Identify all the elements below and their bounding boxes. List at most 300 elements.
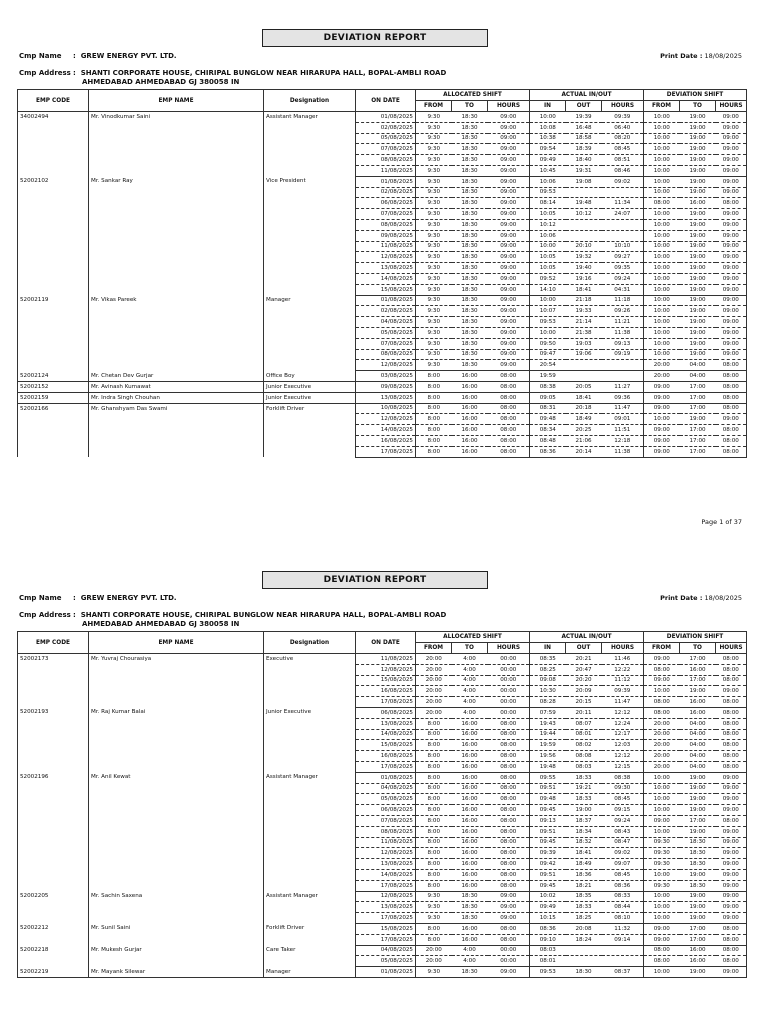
actual-out-cell: 20:15 [566,697,602,708]
header-from: FROM [644,643,680,654]
alloc-from-cell: 8:00 [416,934,452,945]
alloc-from-cell: 8:00 [416,425,452,436]
emp-name-cell: Mr. Anil Kewat [89,772,264,891]
alloc-from-cell: 9:30 [416,176,452,187]
designation-cell: Assistant Manager [264,772,356,891]
alloc-to-cell: 16:00 [452,392,488,403]
header-hours: HOURS [716,643,747,654]
emp-name-cell: Mr. Sankar Ray [89,176,264,295]
alloc-to-cell: 16:00 [452,772,488,783]
dev-from-cell: 10:00 [644,284,680,295]
alloc-hours-cell: 08:00 [488,923,530,934]
alloc-to-cell: 16:00 [452,414,488,425]
alloc-to-cell: 16:00 [452,783,488,794]
alloc-to-cell: 16:00 [452,381,488,392]
dev-from-cell: 10:00 [644,187,680,198]
alloc-to-cell: 18:30 [452,155,488,166]
dev-from-cell: 10:00 [644,112,680,123]
emp-code-cell: 52002212 [18,923,89,945]
address-line1: : SHANTI CORPORATE HOUSE, CHIRIPAL BUNGLOW NEAR HIRARUPA HALL, BOPAL-AMBLI ROAD [73,611,447,619]
alloc-hours-cell: 00:00 [488,956,530,967]
actual-hours-cell: 08:51 [602,155,644,166]
actual-hours-cell: 06:40 [602,122,644,133]
actual-in-cell: 09:53 [530,317,566,328]
actual-hours-cell: 09:35 [602,263,644,274]
header-hours: HOURS [602,101,644,112]
actual-in-cell: 09:10 [530,934,566,945]
alloc-from-cell: 9:30 [416,144,452,155]
actual-in-cell: 19:59 [530,740,566,751]
dev-to-cell: 19:00 [680,230,716,241]
dev-from-cell: 08:00 [644,945,680,956]
dev-hours-cell: 08:00 [716,664,747,675]
actual-in-cell: 09:05 [530,392,566,403]
dev-to-cell: 16:00 [680,707,716,718]
alloc-from-cell: 20:00 [416,664,452,675]
alloc-hours-cell: 08:00 [488,837,530,848]
deviation-table [17,631,747,978]
actual-hours-cell: 12:22 [602,664,644,675]
dev-to-cell: 19:00 [680,263,716,274]
emp-name-cell: Mr. Vinodkumar Saini [89,112,264,177]
actual-in-cell: 10:15 [530,913,566,924]
dev-from-cell: 10:00 [644,209,680,220]
alloc-from-cell: 9:30 [416,165,452,176]
on-date-cell: 17/08/2025 [356,697,416,708]
actual-out-cell: 18:40 [566,155,602,166]
dev-from-cell: 10:00 [644,794,680,805]
emp-code-cell: 52002166 [18,403,89,457]
on-date-cell: 06/08/2025 [356,805,416,816]
actual-in-cell: 09:52 [530,273,566,284]
emp-name-cell: Mr. Mukesh Gurjar [89,945,264,967]
alloc-hours-cell: 00:00 [488,945,530,956]
actual-hours-cell: 08:45 [602,869,644,880]
dev-to-cell: 17:00 [680,934,716,945]
table-row [18,654,747,665]
dev-to-cell: 16:00 [680,697,716,708]
alloc-hours-cell: 08:00 [488,392,530,403]
actual-out-cell: 18:33 [566,794,602,805]
dev-to-cell: 19:00 [680,772,716,783]
actual-in-cell: 19:59 [530,371,566,382]
dev-from-cell: 10:00 [644,144,680,155]
actual-out-cell: 08:02 [566,740,602,751]
alloc-to-cell: 18:30 [452,327,488,338]
dev-from-cell: 20:00 [644,718,680,729]
dev-hours-cell: 09:00 [716,219,747,230]
dev-hours-cell: 09:00 [716,263,747,274]
actual-out-cell: 18:25 [566,913,602,924]
actual-hours-cell: 09:15 [602,805,644,816]
header-out: OUT [566,643,602,654]
dev-from-cell: 10:00 [644,241,680,252]
dev-hours-cell: 08:00 [716,707,747,718]
emp-code-cell: 52002196 [18,772,89,891]
alloc-to-cell: 4:00 [452,956,488,967]
alloc-from-cell: 8:00 [416,751,452,762]
dev-to-cell: 19:00 [680,913,716,924]
on-date-cell: 14/08/2025 [356,273,416,284]
alloc-to-cell: 4:00 [452,686,488,697]
on-date-cell: 15/08/2025 [356,284,416,295]
alloc-to-cell: 16:00 [452,435,488,446]
alloc-to-cell: 18:30 [452,144,488,155]
alloc-to-cell: 18:30 [452,176,488,187]
actual-hours-cell: 10:10 [602,241,644,252]
dev-to-cell: 19:00 [680,133,716,144]
dev-to-cell: 19:00 [680,155,716,166]
alloc-hours-cell: 09:00 [488,349,530,360]
designation-cell: Executive [264,654,356,708]
alloc-hours-cell: 09:00 [488,360,530,371]
dev-from-cell: 10:00 [644,902,680,913]
actual-out-cell: 21:38 [566,327,602,338]
designation-cell: Manager [264,967,356,978]
actual-out-cell: 18:32 [566,837,602,848]
dev-hours-cell: 08:00 [716,761,747,772]
report-title: DEVIATION REPORT [262,571,488,589]
alloc-to-cell: 18:30 [452,241,488,252]
dev-hours-cell: 09:00 [716,848,747,859]
actual-out-cell: 18:58 [566,133,602,144]
dev-from-cell: 20:00 [644,360,680,371]
alloc-from-cell: 9:30 [416,891,452,902]
alloc-to-cell: 4:00 [452,707,488,718]
alloc-hours-cell: 08:00 [488,859,530,870]
dev-from-cell: 08:00 [644,707,680,718]
dev-hours-cell: 09:00 [716,902,747,913]
actual-in-cell: 09:51 [530,869,566,880]
alloc-hours-cell: 09:00 [488,198,530,209]
emp-name-cell: Mr. Sachin Saxena [89,891,264,923]
dev-hours-cell: 08:00 [716,675,747,686]
alloc-to-cell: 4:00 [452,697,488,708]
dev-from-cell: 10:00 [644,338,680,349]
alloc-hours-cell: 08:00 [488,729,530,740]
alloc-to-cell: 18:30 [452,360,488,371]
actual-hours-cell: 08:10 [602,913,644,924]
dev-hours-cell: 09:00 [716,252,747,263]
alloc-hours-cell: 09:00 [488,273,530,284]
alloc-from-cell: 9:30 [416,112,452,123]
alloc-hours-cell: 09:00 [488,295,530,306]
alloc-from-cell: 8:00 [416,869,452,880]
actual-hours-cell: 11:34 [602,198,644,209]
alloc-hours-cell: 09:00 [488,155,530,166]
actual-hours-cell: 08:45 [602,794,644,805]
dev-from-cell: 09:00 [644,435,680,446]
actual-out-cell: 18:33 [566,772,602,783]
dev-to-cell: 19:00 [680,209,716,220]
alloc-to-cell: 18:30 [452,252,488,263]
dev-to-cell: 17:00 [680,392,716,403]
dev-hours-cell: 09:00 [716,772,747,783]
actual-hours-cell: 11:51 [602,425,644,436]
dev-from-cell: 10:00 [644,252,680,263]
alloc-to-cell: 4:00 [452,654,488,665]
on-date-cell: 06/08/2025 [356,198,416,209]
on-date-cell: 07/08/2025 [356,815,416,826]
actual-hours-cell: 09:39 [602,686,644,697]
alloc-to-cell: 16:00 [452,869,488,880]
actual-out-cell [566,956,602,967]
actual-out-cell: 21:18 [566,295,602,306]
alloc-to-cell: 16:00 [452,761,488,772]
dev-to-cell: 19:00 [680,794,716,805]
designation-cell: Forklift Driver [264,923,356,945]
dev-hours-cell: 09:00 [716,209,747,220]
actual-hours-cell: 09:13 [602,338,644,349]
actual-in-cell: 09:54 [530,144,566,155]
header-emp-code: EMP CODE [18,632,89,654]
actual-hours-cell: 12:17 [602,729,644,740]
actual-hours-cell: 11:12 [602,675,644,686]
dev-to-cell: 16:00 [680,956,716,967]
actual-in-cell: 10:38 [530,133,566,144]
actual-hours-cell: 09:07 [602,859,644,870]
alloc-hours-cell: 08:00 [488,403,530,414]
alloc-hours-cell: 09:00 [488,122,530,133]
dev-to-cell: 19:00 [680,306,716,317]
alloc-from-cell: 9:30 [416,219,452,230]
actual-out-cell: 18:21 [566,880,602,891]
dev-from-cell: 10:00 [644,686,680,697]
header-designation: Designation [264,90,356,112]
dev-from-cell: 10:00 [644,826,680,837]
alloc-hours-cell: 09:00 [488,219,530,230]
dev-hours-cell: 09:00 [716,155,747,166]
on-date-cell: 01/08/2025 [356,112,416,123]
actual-in-cell: 08:14 [530,198,566,209]
dev-from-cell: 10:00 [644,155,680,166]
actual-in-cell: 07:59 [530,707,566,718]
actual-in-cell: 10:45 [530,165,566,176]
designation-cell: Junior Executive [264,707,356,772]
actual-hours-cell: 11:47 [602,697,644,708]
on-date-cell: 08/08/2025 [356,349,416,360]
actual-out-cell: 20:11 [566,707,602,718]
on-date-cell: 12/08/2025 [356,252,416,263]
alloc-from-cell: 8:00 [416,880,452,891]
on-date-cell: 11/08/2025 [356,241,416,252]
actual-out-cell: 20:25 [566,425,602,436]
actual-hours-cell: 09:14 [602,934,644,945]
actual-in-cell: 09:51 [530,783,566,794]
dev-to-cell: 18:30 [680,880,716,891]
header-from: FROM [416,101,452,112]
address-line2: AHMEDABAD AHMEDABAD GJ 380058 IN [82,78,240,86]
alloc-hours-cell: 08:00 [488,435,530,446]
designation-cell: Vice President [264,176,356,295]
dev-hours-cell: 09:00 [716,349,747,360]
dev-from-cell: 09:00 [644,815,680,826]
actual-hours-cell: 08:44 [602,902,644,913]
alloc-to-cell: 16:00 [452,740,488,751]
dev-to-cell: 19:00 [680,176,716,187]
actual-hours-cell: 09:01 [602,414,644,425]
alloc-from-cell: 9:30 [416,338,452,349]
alloc-hours-cell: 08:00 [488,869,530,880]
alloc-hours-cell: 08:00 [488,805,530,816]
dev-to-cell: 17:00 [680,923,716,934]
alloc-from-cell: 8:00 [416,783,452,794]
dev-from-cell: 10:00 [644,317,680,328]
dev-from-cell: 09:00 [644,934,680,945]
alloc-to-cell: 16:00 [452,859,488,870]
dev-from-cell: 10:00 [644,176,680,187]
actual-out-cell: 18:30 [566,967,602,978]
actual-in-cell: 14:10 [530,284,566,295]
alloc-hours-cell: 08:00 [488,815,530,826]
dev-to-cell: 19:00 [680,902,716,913]
header-to: TO [452,101,488,112]
dev-to-cell: 17:00 [680,446,716,457]
alloc-hours-cell: 09:00 [488,144,530,155]
dev-hours-cell: 09:00 [716,306,747,317]
alloc-hours-cell: 09:00 [488,284,530,295]
on-date-cell: 11/08/2025 [356,165,416,176]
alloc-from-cell: 9:30 [416,349,452,360]
emp-name-cell: Mr. Yuvraj Chourasiya [89,654,264,708]
alloc-hours-cell: 09:00 [488,913,530,924]
designation-cell: Care Taker [264,945,356,967]
emp-code-cell: 52002159 [18,392,89,403]
dev-from-cell: 10:00 [644,913,680,924]
alloc-to-cell: 16:00 [452,751,488,762]
actual-out-cell: 20:08 [566,923,602,934]
on-date-cell: 16/08/2025 [356,435,416,446]
dev-to-cell: 17:00 [680,815,716,826]
actual-out-cell: 20:10 [566,241,602,252]
actual-hours-cell: 12:12 [602,707,644,718]
emp-code-cell: 52002205 [18,891,89,923]
actual-out-cell: 18:34 [566,826,602,837]
dev-from-cell: 20:00 [644,729,680,740]
actual-out-cell: 19:16 [566,273,602,284]
alloc-hours-cell: 09:00 [488,252,530,263]
alloc-from-cell: 9:30 [416,967,452,978]
on-date-cell: 01/08/2025 [356,967,416,978]
header-actual-in-out: ACTUAL IN/OUT [530,632,644,643]
dev-to-cell: 19:00 [680,414,716,425]
alloc-to-cell: 4:00 [452,664,488,675]
actual-in-cell: 09:45 [530,805,566,816]
dev-to-cell: 17:00 [680,381,716,392]
alloc-hours-cell: 09:00 [488,327,530,338]
emp-code-cell: 52002193 [18,707,89,772]
actual-in-cell: 09:55 [530,772,566,783]
header-to: TO [452,643,488,654]
alloc-from-cell: 8:00 [416,392,452,403]
actual-out-cell: 20:05 [566,381,602,392]
actual-out-cell: 18:41 [566,848,602,859]
dev-hours-cell: 08:00 [716,654,747,665]
dev-from-cell: 09:30 [644,837,680,848]
dev-from-cell: 09:00 [644,403,680,414]
alloc-hours-cell: 09:00 [488,306,530,317]
actual-hours-cell [602,945,644,956]
header-hours: HOURS [602,643,644,654]
actual-out-cell: 18:41 [566,284,602,295]
on-date-cell: 01/08/2025 [356,176,416,187]
dev-from-cell: 10:00 [644,414,680,425]
address-line1: : SHANTI CORPORATE HOUSE, CHIRIPAL BUNGLOW NEAR HIRARUPA HALL, BOPAL-AMBLI ROAD [73,69,447,77]
dev-from-cell: 10:00 [644,219,680,230]
alloc-to-cell: 18:30 [452,284,488,295]
actual-out-cell: 21:14 [566,317,602,328]
dev-hours-cell: 09:00 [716,891,747,902]
header-to: TO [680,643,716,654]
dev-hours-cell: 09:00 [716,241,747,252]
header-on-date: ON DATE [356,90,416,112]
header-designation: Designation [264,632,356,654]
on-date-cell: 13/08/2025 [356,718,416,729]
actual-hours-cell: 11:46 [602,654,644,665]
actual-in-cell: 08:03 [530,945,566,956]
dev-from-cell: 10:00 [644,122,680,133]
alloc-to-cell: 16:00 [452,805,488,816]
dev-to-cell: 19:00 [680,241,716,252]
alloc-hours-cell: 09:00 [488,176,530,187]
actual-hours-cell: 09:36 [602,392,644,403]
dev-to-cell: 19:00 [680,327,716,338]
alloc-from-cell: 9:30 [416,360,452,371]
dev-to-cell: 04:00 [680,718,716,729]
dev-hours-cell: 09:00 [716,144,747,155]
actual-out-cell: 19:40 [566,263,602,274]
alloc-hours-cell: 08:00 [488,826,530,837]
emp-name-cell: Mr. Vikas Pareek [89,295,264,371]
dev-hours-cell: 08:00 [716,945,747,956]
on-date-cell: 14/08/2025 [356,869,416,880]
dev-hours-cell: 08:00 [716,381,747,392]
alloc-hours-cell: 08:00 [488,371,530,382]
actual-out-cell: 19:00 [566,805,602,816]
dev-hours-cell: 08:00 [716,815,747,826]
on-date-cell: 13/08/2025 [356,859,416,870]
dev-from-cell: 10:00 [644,869,680,880]
actual-in-cell: 09:39 [530,848,566,859]
alloc-to-cell: 16:00 [452,718,488,729]
actual-out-cell: 19:21 [566,783,602,794]
actual-out-cell: 18:33 [566,902,602,913]
alloc-hours-cell: 08:00 [488,425,530,436]
header-deviation-shift: DEVIATION SHIFT [644,90,747,101]
actual-in-cell: 10:05 [530,263,566,274]
dev-from-cell: 09:00 [644,923,680,934]
dev-from-cell: 09:00 [644,392,680,403]
header-actual-in-out: ACTUAL IN/OUT [530,90,644,101]
actual-in-cell: 08:35 [530,654,566,665]
on-date-cell: 02/08/2025 [356,122,416,133]
alloc-hours-cell: 00:00 [488,675,530,686]
dev-hours-cell: 08:00 [716,934,747,945]
actual-in-cell: 08:31 [530,403,566,414]
dev-from-cell: 09:30 [644,859,680,870]
on-date-cell: 13/08/2025 [356,392,416,403]
dev-hours-cell: 09:00 [716,826,747,837]
dev-to-cell: 04:00 [680,371,716,382]
on-date-cell: 12/08/2025 [356,891,416,902]
table-row [18,707,747,718]
alloc-to-cell: 18:30 [452,133,488,144]
on-date-cell: 05/08/2025 [356,956,416,967]
header-on-date: ON DATE [356,632,416,654]
dev-from-cell: 10:00 [644,327,680,338]
alloc-from-cell: 9:30 [416,263,452,274]
actual-out-cell: 08:03 [566,761,602,772]
